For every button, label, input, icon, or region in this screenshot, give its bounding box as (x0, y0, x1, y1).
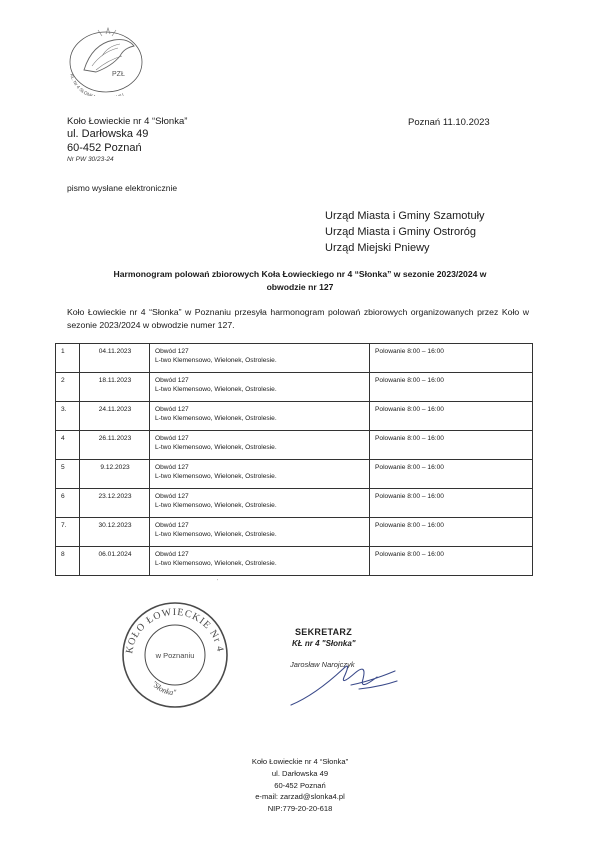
hunt-hours: Polowanie 8:00 – 16:00 (370, 402, 533, 431)
hunt-area (150, 518, 370, 547)
delivery-note: pismo wysłane elektronicznie (67, 183, 178, 193)
hunt-area (150, 402, 370, 431)
area-name: Obwód 127 (155, 493, 189, 500)
hunt-hours: Polowanie 8:00 – 16:00 (370, 460, 533, 489)
row-number: 5 (56, 460, 80, 489)
hunt-area (150, 460, 370, 489)
sender-city: 60-452 Poznań (67, 141, 142, 154)
table-row (56, 373, 533, 402)
hunt-date: 24.11.2023 (80, 402, 150, 431)
sender-street: ul. Darłowska 49 (67, 127, 149, 140)
row-number: 8 (56, 547, 80, 576)
title-line: obwodzie nr 127 (266, 281, 334, 292)
hunt-schedule-table (55, 343, 533, 576)
footer-nip: NIP:779-20-20-618 (267, 804, 333, 814)
reference-number: Nr PW 30/23-24 (67, 156, 114, 164)
row-number: 4 (56, 431, 80, 460)
hunt-hours: Polowanie 8:00 – 16:00 (370, 431, 533, 460)
handwritten-signature-icon (285, 625, 415, 715)
club-logo (62, 26, 150, 96)
sender-block (67, 116, 187, 165)
stamp-center-text: w Poznaniu (155, 651, 195, 660)
area-places: L-two Klemensowo, Wielonek, Ostrolesie. (155, 530, 277, 538)
sender-name: Koło Łowieckie nr 4 “Słonka” (67, 116, 188, 127)
table-row (56, 460, 533, 489)
hunt-date: 26.11.2023 (80, 431, 150, 460)
hunt-date: 04.11.2023 (80, 344, 150, 373)
logo-monogram: PZŁ (112, 71, 125, 78)
table-row (56, 547, 533, 576)
row-number: 2 (56, 373, 80, 402)
row-number: 6 (56, 489, 80, 518)
area-name: Obwód 127 (155, 348, 189, 355)
hunt-date: 30.12.2023 (80, 518, 150, 547)
addressee-block (325, 209, 485, 257)
area-name: Obwód 127 (155, 435, 189, 442)
addressee: Urząd Miasta i Gminy Ostroróg (325, 225, 476, 238)
hunt-area (150, 344, 370, 373)
footer-line: Koło Łowieckie nr 4 “Słonka” (251, 757, 349, 766)
table-row (56, 489, 533, 518)
area-places: L-two Klemensowo, Wielonek, Ostrolesie. (155, 472, 277, 480)
area-places: L-two Klemensowo, Wielonek, Ostrolesie. (155, 559, 277, 567)
area-name: Obwód 127 (155, 551, 189, 558)
svg-text:KOŁO ŁOWIECKIE Nr 4 (124, 607, 225, 655)
hunt-hours: Polowanie 8:00 – 16:00 (370, 373, 533, 402)
footer-line: ul. Darłowska 49 (271, 768, 329, 778)
club-stamp (118, 598, 232, 710)
row-number: 1 (56, 344, 80, 373)
stamp-ring-text: KOŁO ŁOWIECKIE Nr 4 (124, 606, 226, 655)
hunt-area (150, 431, 370, 460)
addressee: Urząd Miasta i Gminy Szamotuły (325, 210, 485, 222)
area-places: L-two Klemensowo, Wielonek, Ostrolesie. (155, 443, 277, 451)
intro-paragraph: Koło Łowieckie nr 4 “Słonka” w Poznaniu przesyła harmonogram polowań zbiorowych organizowanych przez Koło w sezonie 2023/2024 w obwodzie numer 127. (67, 307, 529, 331)
area-name: Obwód 127 (155, 377, 189, 384)
area-places: L-two Klemensowo, Wielonek, Ostrolesie. (155, 501, 277, 509)
title-line: Harmonogram polowań zbiorowych Koła Łowieckiego nr 4 “Słonka” w sezonie 2023/2024 w (113, 269, 487, 279)
footer-address (200, 756, 400, 815)
stray-mark: ‘ (217, 579, 219, 585)
hunt-hours: Polowanie 8:00 – 16:00 (370, 547, 533, 576)
footer-line: 60-452 Poznań (274, 780, 326, 790)
area-places: L-two Klemensowo, Wielonek, Ostrolesie. (155, 356, 277, 364)
signature-org: KŁ nr 4 "Słonka" (292, 639, 356, 648)
hunt-area (150, 547, 370, 576)
hunt-date: 23.12.2023 (80, 489, 150, 518)
signature-name: Jarosław Narojczyk (290, 660, 355, 669)
hunt-hours: Polowanie 8:00 – 16:00 (370, 344, 533, 373)
svg-text:"Słonka" (150, 679, 177, 697)
table-row (56, 431, 533, 460)
hunt-date: 18.11.2023 (80, 373, 150, 402)
area-name: Obwód 127 (155, 522, 189, 529)
row-number: 7. (56, 518, 80, 547)
signature-role: SEKRETARZ (295, 627, 353, 637)
hunt-date: 9.12.2023 (80, 460, 150, 489)
area-name: Obwód 127 (155, 406, 189, 413)
hunt-hours: Polowanie 8:00 – 16:00 (370, 518, 533, 547)
round-stamp-icon (118, 598, 232, 710)
area-places: L-two Klemensowo, Wielonek, Ostrolesie. (155, 385, 277, 393)
table-row (56, 344, 533, 373)
footer-email[interactable]: e-mail: zarzad@slonka4.pl (255, 792, 345, 802)
stamp-bottom-text: "Słonka" (149, 679, 177, 698)
schedule-body (56, 344, 533, 576)
area-places: L-two Klemensowo, Wielonek, Ostrolesie. (155, 414, 277, 422)
hunt-date: 06.01.2024 (80, 547, 150, 576)
signature-block (285, 625, 415, 715)
club-emblem-icon (62, 26, 150, 96)
document-title (60, 268, 540, 294)
place-date: Poznań 11.10.2023 (408, 117, 490, 128)
row-number: 3. (56, 402, 80, 431)
hunt-area (150, 489, 370, 518)
table-row (56, 518, 533, 547)
area-name: Obwód 127 (155, 464, 189, 471)
table-row (56, 402, 533, 431)
hunt-area (150, 373, 370, 402)
addressee: Urząd Miejski Pniewy (325, 241, 430, 254)
logo-caption: KŁ. Nr 4 SŁONK U (69, 73, 125, 96)
hunt-hours: Polowanie 8:00 – 16:00 (370, 489, 533, 518)
